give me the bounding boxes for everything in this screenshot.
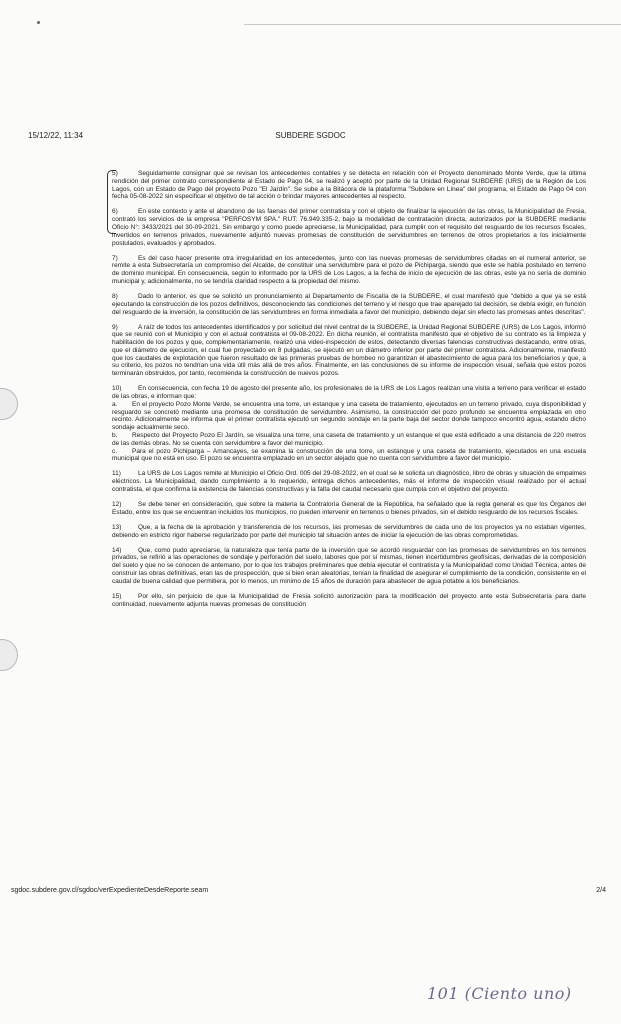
handwritten-folio: 101 (Ciento uno) (427, 984, 572, 1003)
paragraph-text: Se debe tener en consideración, que sobre la materia la Contraloría General de la República, ha señalado que la regla general es que los Órganos del Estado, entre los que se encuentran incluidos los municipios, no pueden intervenir en terrenos o bienes privados, sin el debido resguardo de los recursos fiscales. (112, 501, 586, 516)
footer-url: sgdoc.subdere.gov.cl/sgdoc/verExpedienteDesdeReporte.seam (11, 887, 209, 894)
list-item-text: En el proyecto Pozo Monte Verde, se encuentra una torre, un estanque y una caseta de tratamiento, ejecutados en un terreno privado, cuya disponibilidad y resguardo se concretó mediante una promesa de constitución de servidumbre. Asimismo, la construcción del pozo profundo se encuentra emplazada en otro recinto. Adicionalmente se informa que el primer contratista ejecutó un segundo sondaje en la parte baja del sector donde tampoco encontró agua, estando dicho sondaje actualmente seco. (112, 400, 586, 432)
paragraph-15 (112, 593, 586, 609)
list-letter: a. (112, 400, 118, 408)
print-datetime: 15/12/22, 11:34 (28, 131, 84, 140)
paragraph-9 (112, 324, 586, 379)
paragraph-text: Que, como pudo apreciarse, la naturaleza que tenía parte de la inversión que se acordó resguardar con las promesas de servidumbres en los terrenos privados, se refirió a las operaciones de sondaje y perforación del suelo, labores que por sí mismas, tienen incertidumbres geofísicas, derivadas de la composición del suelo y que no se conocen de antemano, por lo que los trabajos preliminares que debía ejecutar el contratista y la Municipalidad como Unidad Técnica, antes de construir las obras definitivas, eran las de prospección, que si bien eran aleatorias, tenían la finalidad de asegurar el cumplimiento de la condición, consistente en el caudal de buena calidad que permitiera, por lo menos, un mínimo de 15 años de duración para abastecer de agua potable a los beneficiarios. (112, 546, 586, 585)
paragraph-text: La URS de Los Lagos remite al Municipio el Oficio Ord. 005 del 29-08-2022, en el cual se le solicita un diagnóstico, libro de obras y situación de empalmes eléctricos. La Municipalidad, dando cumplimiento a lo requerido, entrega dichos antecedentes, más el informe de inspección visual realizado por el actual contratista, el que confirma la existencia de falencias constructivas y la falta del caudal necesario que cumpla con el objetivo del proyecto. (112, 470, 586, 494)
paragraph-text: Por ello, sin perjuicio de que la Municipalidad de Fresia solicitó autorización para la modificación del proyecto ante esta Subsecretaría para darle continuidad, nuevamente adjunta nuevas promesas de constitución (112, 592, 586, 608)
paragraph-text: A raíz de todos los antecedentes identificados y por solicitud del nivel central de la SUBDERE, la Unidad Regional SUBDERE (URS) de Los Lagos, informó que se reunió con el Municipio y con el actual contratista el 09-08-2022. En dicha reunión, el contratista manifestó que el objetivo de su contrato es la limpieza y habilitación de los pozos y que, complementariamente, realizó una video-inspección de estos, detectando diversas falencias constructivas destacando, entre otras, que el diámetro de ejecución, el cual fue proyectado en 8 pulgadas, se ejecutó en un diámetro inferior por parte del primer contratista. Adicionalmente, manifestó que los caudales de explotación que fueron resultado de las primeras pruebas de bombeo no garantizan el abastecimiento de agua para los beneficiarios y que, a su criterio, los pozos no tendrían una vida útil más allá de tres años. Finalmente, en las conclusiones de su informe de inspección visual, señala que estos pozos terminarán obstruidos, por tanto, recomienda la construcción de nuevos pozos. (112, 323, 586, 378)
print-title: SUBDERE SGDOC (275, 131, 346, 140)
paragraph-number: 14) (112, 546, 122, 554)
paragraph-number: 9) (112, 323, 118, 331)
paragraph-12 (112, 501, 586, 517)
paragraph-text: Es del caso hacer presente otra irregularidad en los antecedentes, junto con las nuevas promesas de servidumbres citadas en el numeral anterior, se remite a esta Subsecretaría un compromiso del Alcalde, de constituir una servidumbre para el pozo de Pichiparga, siendo que este se había postulado en terreno de dominio municipal. En consecuencia, según lo informado por la URS de Los Lagos, a la fecha de inicio de ejecución de las obras, este ya no sería de dominio municipal y, adicionalmente, no se tendría claridad respecto a la propiedad del mismo. (112, 254, 586, 285)
paragraph-11 (112, 470, 586, 493)
paragraph-number: 12) (112, 501, 122, 508)
paragraph-number: 5) (112, 170, 118, 177)
list-item-text: Respecto del Proyecto Pozo El Jardín, se visualiza una torre, una caseta de tratamiento y un estanque el que está edificado a una distancia de 220 metros de las demás obras. No se cuenta con servidumbre a favor del municipio. (112, 432, 586, 447)
list-letter: c. (112, 447, 118, 455)
paragraph-number: 6) (112, 208, 118, 216)
paragraph-number: 11) (112, 470, 121, 478)
paragraph-10 (112, 385, 586, 463)
paragraph-number: 7) (112, 254, 118, 262)
paragraph-text: Dado lo anterior, es que se solicitó un pronunciamiento al Departamento de Fiscalía de la SUBDERE, el cual manifestó que "debido a que ya se está ejecutando la construcción de los pozos definitivos, desconociendo las condiciones del terreno y el riesgo que trae aparejado tal decisión, se debía exigir, en función del resguardo de la inversión, la constitución de las servidumbres en forma inmediata a favor del municipio, debiendo dejar sin efecto las promesas antes descritas". (112, 292, 586, 316)
document-body (112, 170, 586, 608)
paragraph-number: 15) (112, 592, 122, 600)
list-item-text: Para el pozo Pichiparga – Amancayes, se examina la construcción de una torre, un estanque y una caseta de tratamiento, ejecutados en una escuela municipal que no está en uso. El pozo se encuentra emplazado en un sector alejado que no cuenta con servidumbre a favor del municipio. (112, 447, 586, 463)
paragraph-text: En consecuencia, con fecha 19 de agosto del presente año, los profesionales de la URS de Los Lagos realizan una visita a terreno para verificar el estado de las obras, e informan que: (112, 385, 586, 401)
punch-hole-top (0, 388, 18, 420)
paragraph-6 (112, 208, 586, 247)
paragraph-10-intro (112, 385, 586, 401)
paragraph-13 (112, 524, 586, 540)
paragraph-7 (112, 255, 586, 286)
paragraph-text: Que, a la fecha de la aprobación y transferencia de los recursos, las promesas de servidumbres de cada uno de los proyectos ya no estaban vigentes, debiendo en estricto rigor haberse regularizado por parte del municipio tal situación antes de iniciar la ejecución de las obras comprometidas. (112, 523, 586, 539)
scan-top-line (244, 24, 621, 25)
paragraph-number: 13) (112, 523, 122, 531)
list-letter: b. (112, 432, 118, 440)
scan-speck (37, 21, 40, 24)
punch-hole-bottom (0, 639, 18, 671)
paragraph-text: Seguidamente consignar que se revisan los antecedentes contables y se detecta en relación con el Proyecto denominado Monte Verde, que la última rendición del primer contrato correspondiente al Estado de Pago 04, se realizó y aceptó por parte de la Unidad Regional SUBDERE (URS) de la Región de Los Lagos, con un Estado de Pago del proyecto Pozo "El Jardín". Se sube a la Bitácora de la plataforma "Subdere en Línea" del programa, el Estado de Pago 04 con fecha 05-08-2022 sin especificar el objetivo de tal acción o brindar mayores antecedentes al respecto. (112, 170, 586, 201)
paragraph-text: En este contexto y ante el abandono de las faenas del primer contratista y con el objeto de finalizar la ejecución de las obras, la Municipalidad de Fresia, contrató los servicios de la empresa "PERFOSYM SPA." RUT: 76.949.335-2, bajo la modalidad de contratación directa, autorizados por la SUBDERE mediante Oficio N°: 3433/2021 del 30-09-2021. Sin embargo y como puede apreciarse, la Municipalidad, para cumplir con el requisito del resguardo de los recursos fiscales, invertidos en terrenos privados, nuevamente adjuntó nuevas promesas de constitución de servidumbres en terrenos de otros propietarios a los inicialmente postulados, evaluados y aprobados. (112, 208, 586, 247)
list-item-a (112, 401, 586, 432)
paragraph-5 (112, 170, 586, 201)
paragraph-14 (112, 547, 586, 586)
paragraph-8 (112, 293, 586, 316)
paragraph-number: 10) (112, 385, 122, 393)
list-item-b (112, 432, 586, 448)
page-number: 2/4 (596, 887, 606, 894)
paragraph-number: 8) (112, 292, 118, 300)
list-item-c (112, 448, 586, 464)
